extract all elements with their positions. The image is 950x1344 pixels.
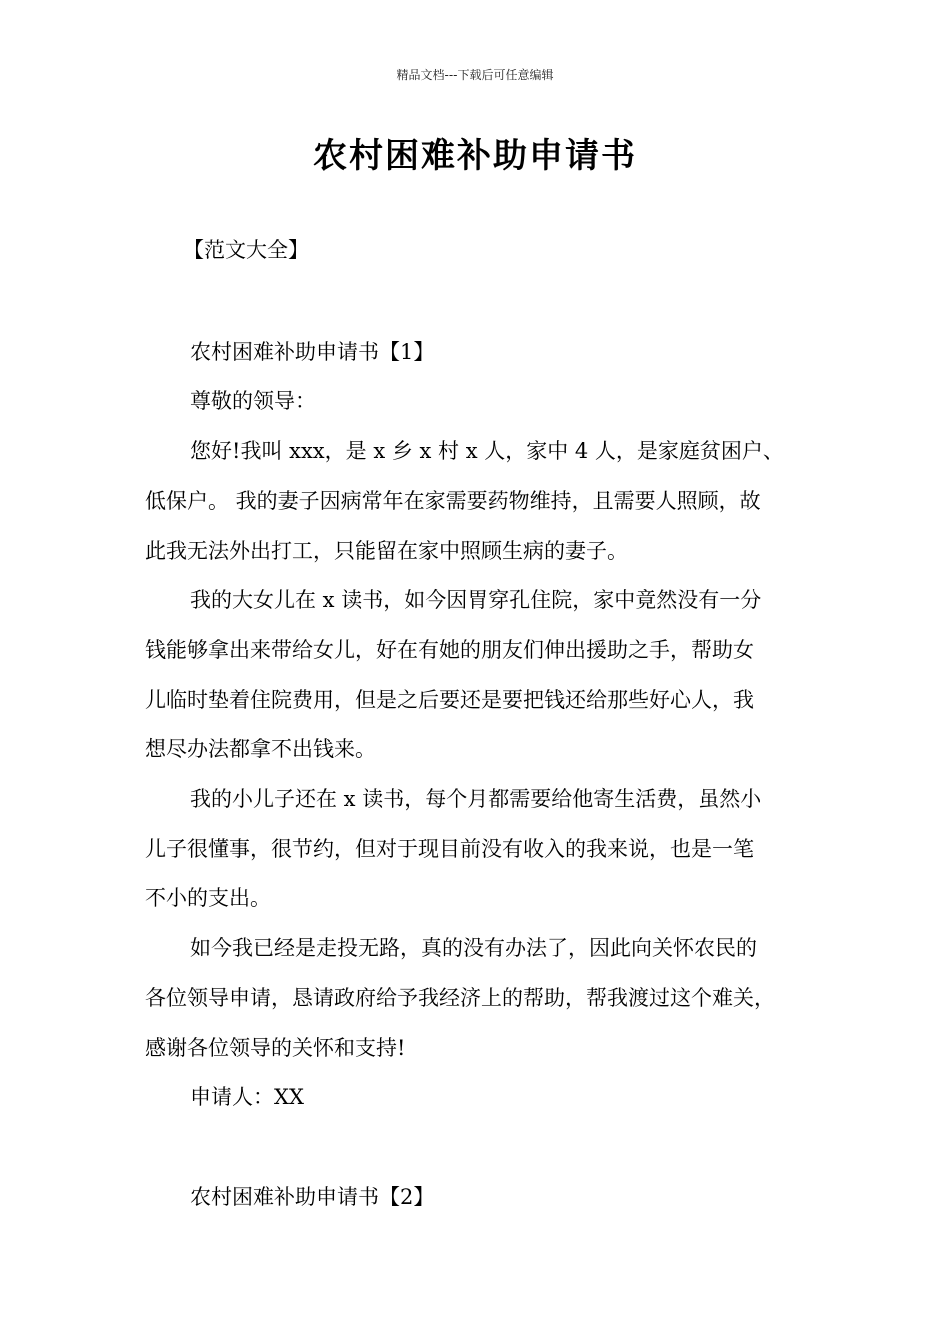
body-line: 各位领导申请，恳请政府给予我经济上的帮助，帮我渡过这个难关， — [145, 986, 775, 1010]
body-line: 钱能够拿出来带给女儿，好在有她的朋友们伸出援助之手，帮助女 — [145, 638, 754, 662]
body-line: 儿临时垫着住院费用，但是之后要还是要把钱还给那些好心人，我 — [145, 688, 754, 712]
body-line: 感谢各位领导的关怀和支持! — [145, 1036, 406, 1060]
section-heading-1: 农村困难补助申请书【1】 — [190, 340, 435, 364]
body-line: 我的小儿子还在 x 读书，每个月都需要给他寄生活费，虽然小 — [190, 787, 762, 811]
body-line: 儿子很懂事，很节约，但对于现目前没有收入的我来说，也是一笔 — [145, 837, 754, 861]
salutation: 尊敬的领导： — [190, 389, 316, 413]
body-line: 我的大女儿在 x 读书，如今因胃穿孔住院，家中竟然没有一分 — [190, 588, 762, 612]
body-line: 不小的支出。 — [145, 886, 271, 910]
category-label: 【范文大全】 — [183, 238, 309, 262]
header-note: 精品文档---下载后可任意编辑 — [396, 68, 554, 82]
body-line: 想尽办法都拿不出钱来。 — [145, 737, 376, 761]
section-heading-2: 农村困难补助申请书【2】 — [190, 1185, 435, 1209]
body-line: 此我无法外出打工，只能留在家中照顾生病的妻子。 — [145, 539, 628, 563]
body-line: 如今我已经是走投无路，真的没有办法了，因此向关怀农民的 — [190, 936, 757, 960]
body-line: 低保户。 我的妻子因病常年在家需要药物维持，且需要人照顾，故 — [145, 489, 761, 513]
body-line: 您好!我叫 xxx，是 x 乡 x 村 x 人，家中 4 人，是家庭贫困户、 — [190, 439, 784, 463]
document-title: 农村困难补助申请书 — [313, 136, 637, 176]
signature: 申请人：XX — [190, 1085, 304, 1109]
